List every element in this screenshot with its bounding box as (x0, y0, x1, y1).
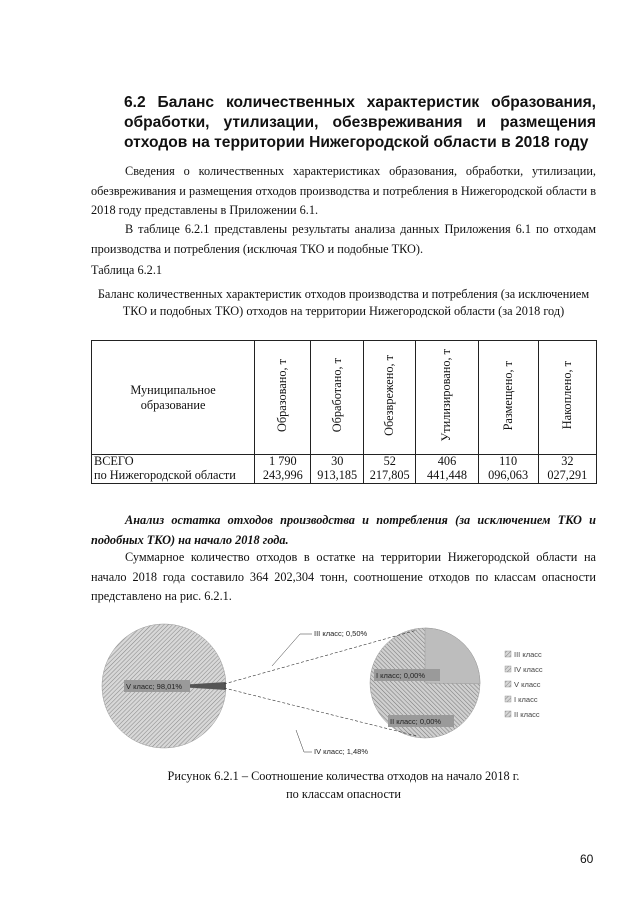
cell-neutralized-line1: 52 (383, 454, 396, 468)
table-caption: Таблица 6.2.1 (91, 263, 163, 277)
header-municipality-label: Муниципальное образование (130, 382, 216, 412)
table-title: Баланс количественных характеристик отходов производства и потребления (за исключением ТКО и подобных ТКО) отходов на территории Нижегородской области (за 2018 год) (97, 287, 590, 318)
header-processed (311, 341, 363, 455)
cell-utilized-line2: 441,448 (427, 467, 467, 482)
label-ii-class: II класс; 0,00% (390, 717, 442, 726)
legend-item: III класс (514, 650, 542, 659)
page-number: 60 (580, 852, 594, 866)
table-row (92, 455, 597, 484)
legend-item: I класс (514, 695, 538, 704)
cell-accumulated-line2: 027,291 (547, 467, 588, 482)
cell-processed-line2: 913,185 (317, 467, 358, 482)
header-neutralized (363, 341, 415, 455)
cell-neutralized (363, 455, 415, 484)
header-accumulated-label: Накоплено, т (559, 361, 574, 430)
row-name-line1: ВСЕГО (94, 454, 134, 468)
legend-item: V класс (514, 680, 541, 689)
legend-item: II класс (514, 710, 540, 719)
intro-paragraph-1: Сведения о количественных характеристиках образования, обработки, утилизации, обезвреживания и размещения отходов производства и потребления в Нижегородской области в 2018 году представлены в Приложении 6.1. (91, 164, 596, 217)
legend-swatch (505, 696, 511, 702)
cell-utilized-line1: 406 (437, 454, 457, 468)
legend-swatch (505, 681, 511, 687)
header-neutralized-label: Обезврежено, т (382, 355, 397, 436)
pie-chart (100, 612, 570, 760)
figure-caption-line2: по классам опасности (286, 787, 401, 801)
figure-caption (91, 767, 596, 803)
cell-processed-line1: 30 (331, 454, 344, 468)
legend-swatch (505, 651, 511, 657)
cell-accumulated (538, 455, 596, 484)
label-v-class: V класс; 98,01% (126, 682, 183, 691)
cell-utilized (416, 455, 478, 484)
analysis-heading: Анализ остатка отходов производства и потребления (за исключением ТКО и подобных ТКО) на начало 2018 года. (91, 513, 596, 547)
label-i-class: I класс; 0,00% (376, 671, 426, 680)
section-heading: 6.2 Баланс количественных характеристик образования, обработки, утилизации, обезвреживания и размещения отходов на территории Нижегородской области в 2018 году (124, 94, 596, 151)
cell-neutralized-line2: 217,805 (369, 467, 410, 482)
label-iv-class: IV класс; 1,48% (314, 747, 369, 756)
chart-legend (505, 650, 543, 719)
header-placed-label: Размещено, т (500, 360, 515, 431)
header-placed (478, 341, 538, 455)
header-processed-label: Обработано, т (329, 358, 344, 433)
header-formed-label: Образовано, т (275, 358, 290, 433)
legend-swatch (505, 711, 511, 717)
figure-caption-line1: Рисунок 6.2.1 – Соотношение количества отходов на начало 2018 г. (167, 769, 520, 783)
leader-iv (296, 730, 312, 752)
cell-placed-line2: 096,063 (488, 467, 529, 482)
cell-processed (311, 455, 363, 484)
cell-placed (478, 455, 538, 484)
legend-swatch (505, 666, 511, 672)
balance-table (91, 340, 597, 484)
intro-paragraph-2: В таблице 6.2.1 представлены результаты анализа данных Приложения 6.1 по отходам производства и потребления (исключая ТКО и подобные ТКО). (91, 222, 596, 256)
header-utilized-label: Утилизировано, т (439, 349, 454, 442)
cell-formed-line1: 1 790 (268, 454, 297, 468)
row-name-line2: по Нижегородской области (94, 467, 236, 482)
cell-formed (255, 455, 311, 484)
cell-placed-line1: 110 (499, 454, 518, 468)
header-municipality (92, 341, 255, 455)
header-utilized (416, 341, 478, 455)
cell-accumulated-line1: 32 (561, 454, 574, 468)
header-accumulated (538, 341, 596, 455)
header-formed (255, 341, 311, 455)
analysis-paragraph: Суммарное количество отходов в остатке на территории Нижегородской области на начало 2018 года составило 364 202,304 тонн, соотношение отходов по классам опасности представлено на рис. 6.2.1. (91, 550, 596, 603)
label-iii-class: III класс; 0,50% (314, 629, 368, 638)
row-name-cell (92, 455, 255, 484)
legend-item: IV класс (514, 665, 543, 674)
table-header-row (92, 341, 597, 455)
cell-formed-line2: 243,996 (262, 467, 303, 482)
